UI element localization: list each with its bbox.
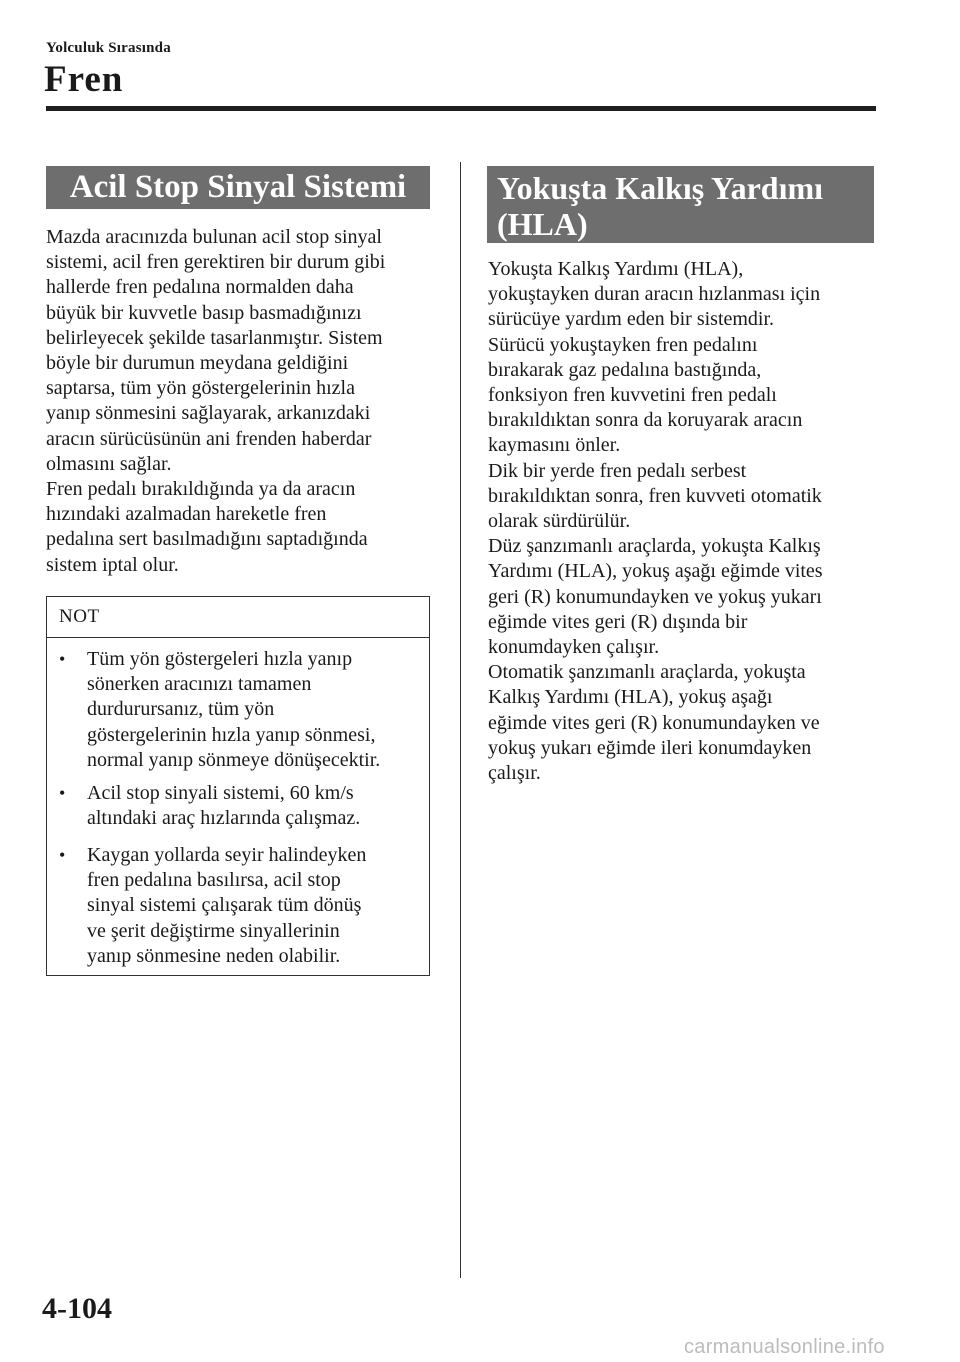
acil-stop-body: Mazda aracınızda bulunan acil stop sinyal sistemi, acil fren gerektiren bir durum gibi hallerde fren pedalına normalden daha büyük bir kuvvetle basıp basmadığınızı belirleyecek şekilde tasarlanmıştır. Sistem böyle bir durumun meydana geldiğini saptarsa, tüm yön göstergelerinin hızla yanıp sönmesini sağlayarak, arkanızdaki aracın sürücüsünün ani frenden haberdar olmasını sağlar. Fren pedalı bırakıldığında ya da aracın hızındaki azalmadan hareketle fren pedalına sert basılmadığını saptadığında sistem iptal olur.	[46, 226, 386, 576]
note-box	[46, 596, 430, 976]
bullet-icon: •	[59, 845, 66, 865]
chapter-title: Fren	[44, 59, 124, 100]
note-item-text: Tüm yön göstergeleri hızla yanıp sönerken aracınızı tamamen durdurursanız, tüm yön göstergelerinin hızla yanıp sönmesi, normal yanıp sönmeye dönüşecektir.	[87, 648, 381, 771]
header-rule	[46, 106, 876, 111]
watermark: carmanualsonline.info	[684, 1336, 885, 1358]
hla-heading: Yokuşta Kalkış Yardımı (HLA)	[487, 166, 874, 243]
hla-body: Yokuşta Kalkış Yardımı (HLA), yokuştayken duran aracın hızlanması için sürücüye yardım eden bir sistemdir. Sürücü yokuştayken fren pedalını bırakarak gaz pedalına bastığında, fonksiyon fren kuvvetini fren pedalı bırakıldıktan sonra da koruyarak aracın kaymasını önler. Dik bir yerde fren pedalı serbest bırakıldıktan sonra, fren kuvveti otomatik olarak sürdürülür. Düz şanzımanlı araçlarda, yokuşta Kalkış Yardımı (HLA), yokuş aşağı eğimde vites geri (R) konumundayken ve yokuş yukarı eğimde vites geri (R) dışında bir konumdayken çalışır. Otomatik şanzımanlı araçlarda, yokuşta Kalkış Yardımı (HLA), yokuş aşağı eğimde vites geri (R) konumundayken ve yokuş yukarı eğimde ileri konumdayken çalışır.	[488, 258, 823, 785]
page-number: 4-104	[42, 1292, 112, 1325]
column-divider	[460, 162, 461, 1278]
bullet-icon: •	[59, 783, 66, 803]
note-item-text: Acil stop sinyali sistemi, 60 km/s altındaki araç hızlarında çalışmaz.	[87, 782, 361, 830]
note-item-text: Kaygan yollarda seyir halindeyken fren pedalına basılırsa, acil stop sinyal sistemi çalışarak tüm dönüş ve şerit değiştirme sinyallerinin yanıp sönmesine neden olabilir.	[87, 844, 367, 967]
bullet-icon: •	[59, 649, 66, 669]
note-title: NOT	[47, 597, 429, 638]
acil-stop-heading: Acil Stop Sinyal Sistemi	[46, 166, 430, 209]
section-label: Yolculuk Sırasında	[46, 40, 171, 56]
